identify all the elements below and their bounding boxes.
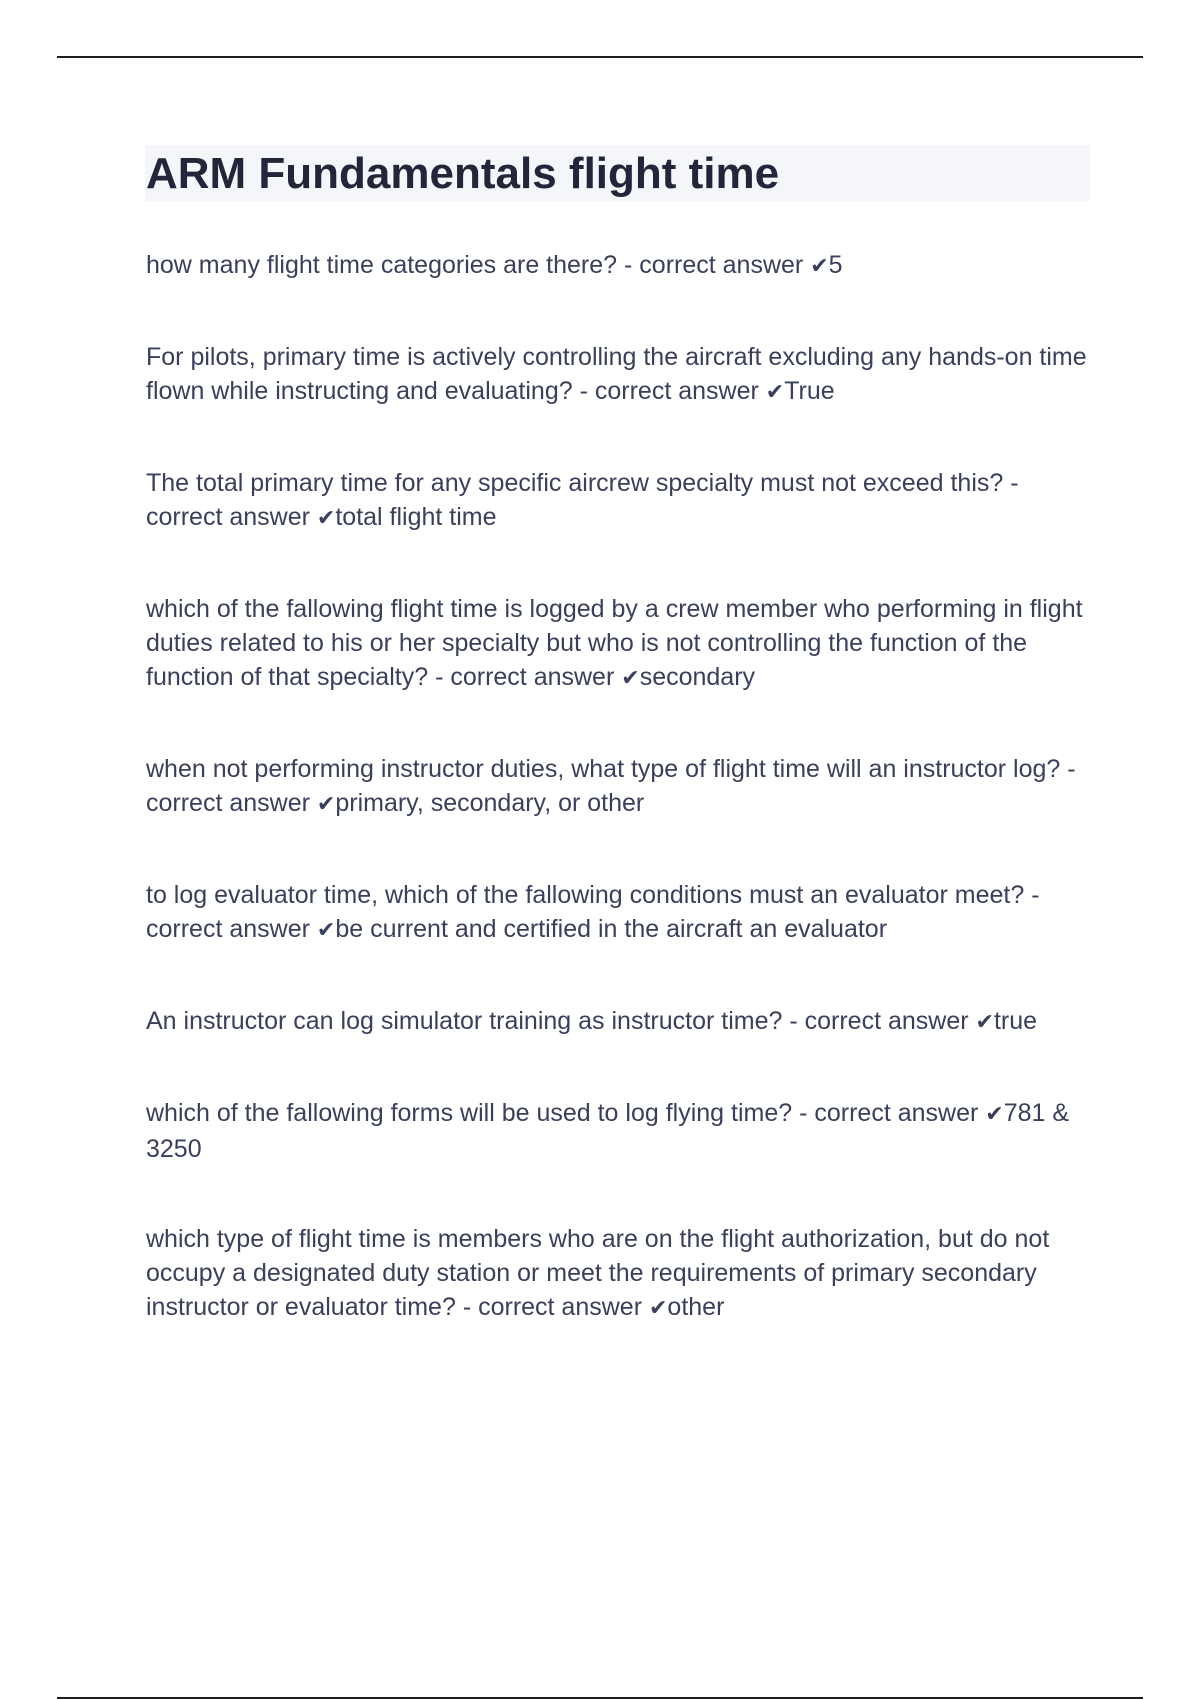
answer-text: be current and certified in the aircraft an evaluator <box>335 915 888 943</box>
answer-label: - correct answer <box>579 377 759 405</box>
bottom-rule <box>57 1697 1143 1699</box>
check-icon: ✔ <box>316 918 336 943</box>
check-icon: ✔ <box>765 380 785 405</box>
answer-text: total flight time <box>335 503 497 531</box>
qa-item <box>146 340 1096 410</box>
qa-item <box>146 878 1096 948</box>
answer-label: - correct answer <box>146 755 1076 817</box>
answer-text: 5 <box>828 251 843 279</box>
answer-text: secondary <box>639 663 756 691</box>
question-text: An instructor can log simulator training as instructor time? <box>146 1007 783 1035</box>
qa-item <box>146 592 1096 696</box>
qa-item <box>146 1004 1096 1040</box>
check-icon: ✔ <box>621 666 640 691</box>
answer-text: True <box>784 377 835 405</box>
question-text: For pilots, primary time is actively controlling the aircraft excluding any hands-on time flown while instructing and evaluating? <box>146 343 1087 405</box>
answer-text: other <box>667 1293 725 1321</box>
answer-label: - correct answer <box>146 881 1040 943</box>
question-text: which of the fallowing forms will be used to log flying time? <box>146 1099 793 1127</box>
question-text: when not performing instructor duties, what type of flight time will an instructor log? <box>146 755 1061 783</box>
answer-label: - correct answer <box>789 1007 969 1035</box>
question-text: which type of flight time is members who are on the flight authorization, but do not occupy a designated duty station or meet the requirements of primary secondary instructor or evaluator time? <box>146 1225 1050 1321</box>
check-icon: ✔ <box>975 1010 994 1035</box>
qa-list <box>146 248 1096 1326</box>
qa-item <box>146 752 1096 822</box>
top-rule <box>57 56 1143 58</box>
page-title: ARM Fundamentals flight time <box>146 149 780 198</box>
qa-item <box>146 1096 1096 1166</box>
answer-label: - correct answer <box>799 1099 979 1127</box>
question-text: The total primary time for any specific aircrew specialty must not exceed this? <box>146 469 1004 497</box>
answer-text: primary, secondary, or other <box>335 789 645 817</box>
qa-item <box>146 466 1096 536</box>
answer-label: - correct answer <box>146 469 1019 531</box>
check-icon: ✔ <box>810 254 829 279</box>
question-text: to log evaluator time, which of the fallowing conditions must an evaluator meet? <box>146 881 1025 909</box>
check-icon: ✔ <box>316 506 336 531</box>
check-icon: ✔ <box>985 1102 1004 1127</box>
answer-label: - correct answer <box>624 251 804 279</box>
qa-item <box>146 1222 1096 1326</box>
qa-item <box>146 248 1096 284</box>
question-text: which of the fallowing flight time is logged by a crew member who performing in flight duties related to his or her specialty but who is not controlling the function of the function of that specialty? <box>146 595 1083 691</box>
check-icon: ✔ <box>648 1296 668 1321</box>
answer-text: true <box>993 1007 1038 1035</box>
answer-label: - correct answer <box>435 663 615 691</box>
answer-label: - correct answer <box>462 1293 643 1321</box>
question-text: how many flight time categories are there? <box>146 251 618 279</box>
check-icon: ✔ <box>316 792 336 817</box>
answer-text: 781 & 3250 <box>146 1099 1070 1163</box>
